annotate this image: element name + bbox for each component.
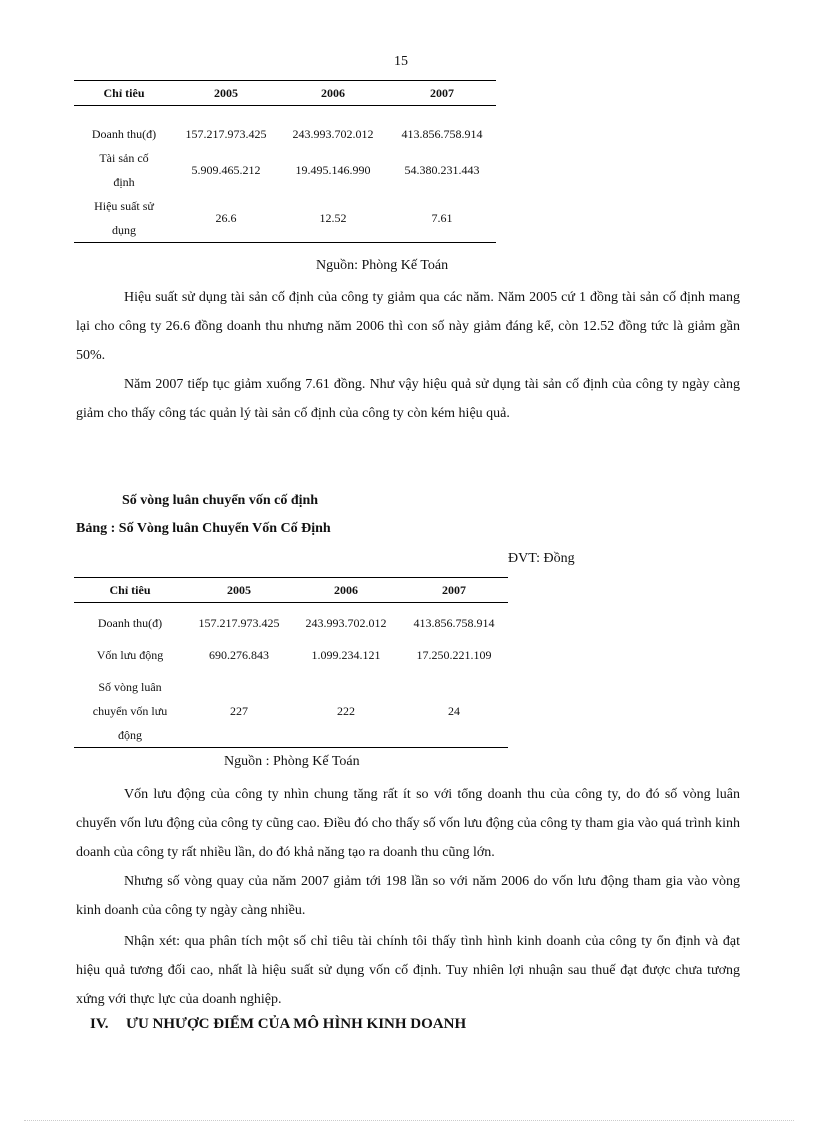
row-label: Vốn lưu động xyxy=(96,648,164,662)
table-cell: 24 xyxy=(448,704,460,718)
row-label: Doanh thu(đ) xyxy=(91,127,157,141)
column-header: Chỉ tiêu xyxy=(109,582,151,597)
table2-source: Nguồn : Phòng Kế Toán xyxy=(224,754,360,769)
table-cell: 227 xyxy=(230,704,248,718)
table-cell: 19.495.146.990 xyxy=(295,163,371,177)
fixed-capital-turnover-table xyxy=(74,577,508,748)
table-cell: 12.52 xyxy=(319,211,347,225)
table-header-row xyxy=(74,578,508,603)
subsection-heading: Số vòng luân chuyển vốn cố định xyxy=(122,493,319,508)
paragraph: Nhưng số vòng quay của năm 2007 giảm tới 198 lần so với năm 2006 do vốn lưu động tham gia vào vòng kinh doanh của công ty ngày càng nhiều. xyxy=(76,874,740,918)
column-header: 2006 xyxy=(334,582,358,597)
row-label: Số vòng luân chuyển vốn lưu động xyxy=(92,680,168,742)
row-label: Hiệu suất sử dụng xyxy=(94,199,154,237)
section-number: IV. xyxy=(90,1016,109,1032)
row-label: Doanh thu(đ) xyxy=(97,616,163,630)
column-header: 2005 xyxy=(214,85,238,100)
table-cell: 243.993.702.012 xyxy=(305,616,387,630)
table-row xyxy=(74,106,496,147)
table-row xyxy=(74,675,508,748)
table-cell: 243.993.702.012 xyxy=(292,127,374,141)
table-cell: 26.6 xyxy=(215,211,237,225)
table-row xyxy=(74,603,508,644)
column-header: 2005 xyxy=(227,582,251,597)
row-label: Tài sản cố định xyxy=(99,151,149,189)
table-cell: 1.099.234.121 xyxy=(311,648,381,662)
table-cell: 222 xyxy=(337,704,355,718)
table1-source: Nguồn: Phòng Kế Toán xyxy=(316,258,449,273)
column-header: Chỉ tiêu xyxy=(103,85,145,100)
column-header: 2007 xyxy=(430,85,454,100)
table-cell: 17.250.221.109 xyxy=(416,648,492,662)
table-cell: 413.856.758.914 xyxy=(413,616,495,630)
section-heading xyxy=(90,1016,466,1033)
paragraph: Hiệu suất sử dụng tài sản cố định của công ty giảm qua các năm. Năm 2005 cứ 1 đồng tài sản cố định mang lại cho công ty 26.6 đồng doanh thu nhưng năm 2006 thì con số này giảm đáng kể, còn 12.52 đồng tức là giảm gần 50%. xyxy=(76,290,740,363)
table-row xyxy=(74,643,508,675)
table-cell: 54.380.231.443 xyxy=(404,163,480,177)
table-cell: 690.276.843 xyxy=(209,648,269,662)
table-cell: 7.61 xyxy=(431,211,453,225)
table-row xyxy=(74,194,496,243)
page-number: 15 xyxy=(394,54,408,69)
page-bottom-divider xyxy=(24,1120,794,1121)
paragraph: Nhận xét: qua phân tích một số chỉ tiêu tài chính tôi thấy tình hình kinh doanh của công ty ổn định và đạt hiệu quả tương đối cao, nhất là hiệu suất sử dụng vốn cố định. Tuy nhiên lợi nhuận sau thuế đạt được chưa tương xứng với thực lực của doanh nghiệp. xyxy=(76,934,740,1007)
table-cell: 5.909.465.212 xyxy=(191,163,261,177)
section-title-text: ƯU NHƯỢC ĐIỂM CỦA MÔ HÌNH KINH DOANH xyxy=(126,1016,467,1032)
fixed-asset-efficiency-table xyxy=(74,80,496,243)
table-cell: 413.856.758.914 xyxy=(401,127,483,141)
column-header: 2007 xyxy=(442,582,466,597)
table-row xyxy=(74,146,496,194)
table-cell: 157.217.973.425 xyxy=(185,127,267,141)
table-caption: Bảng : Số Vòng luân Chuyển Vốn Cố Định xyxy=(76,521,331,536)
paragraph: Năm 2007 tiếp tục giảm xuống 7.61 đồng. Như vậy hiệu quả sử dụng tài sản cố định của công ty ngày càng giảm cho thấy công tác quản lý tài sản cố định của công ty còn kém hiệu quả. xyxy=(76,377,740,421)
paragraph: Vốn lưu động của công ty nhìn chung tăng rất ít so với tổng doanh thu của công ty, do đó số vòng luân chuyển vốn lưu động của công ty cũng cao. Điều đó cho thấy số vốn lưu động của công ty tham gia vào quá trình kinh doanh của công ty rất nhiều lần, do đó khả năng tạo ra doanh thu cũng lớn. xyxy=(76,787,740,860)
unit-label: ĐVT: Đồng xyxy=(508,551,575,566)
table-header-row xyxy=(74,81,496,106)
table-cell: 157.217.973.425 xyxy=(198,616,280,630)
column-header: 2006 xyxy=(321,85,345,100)
